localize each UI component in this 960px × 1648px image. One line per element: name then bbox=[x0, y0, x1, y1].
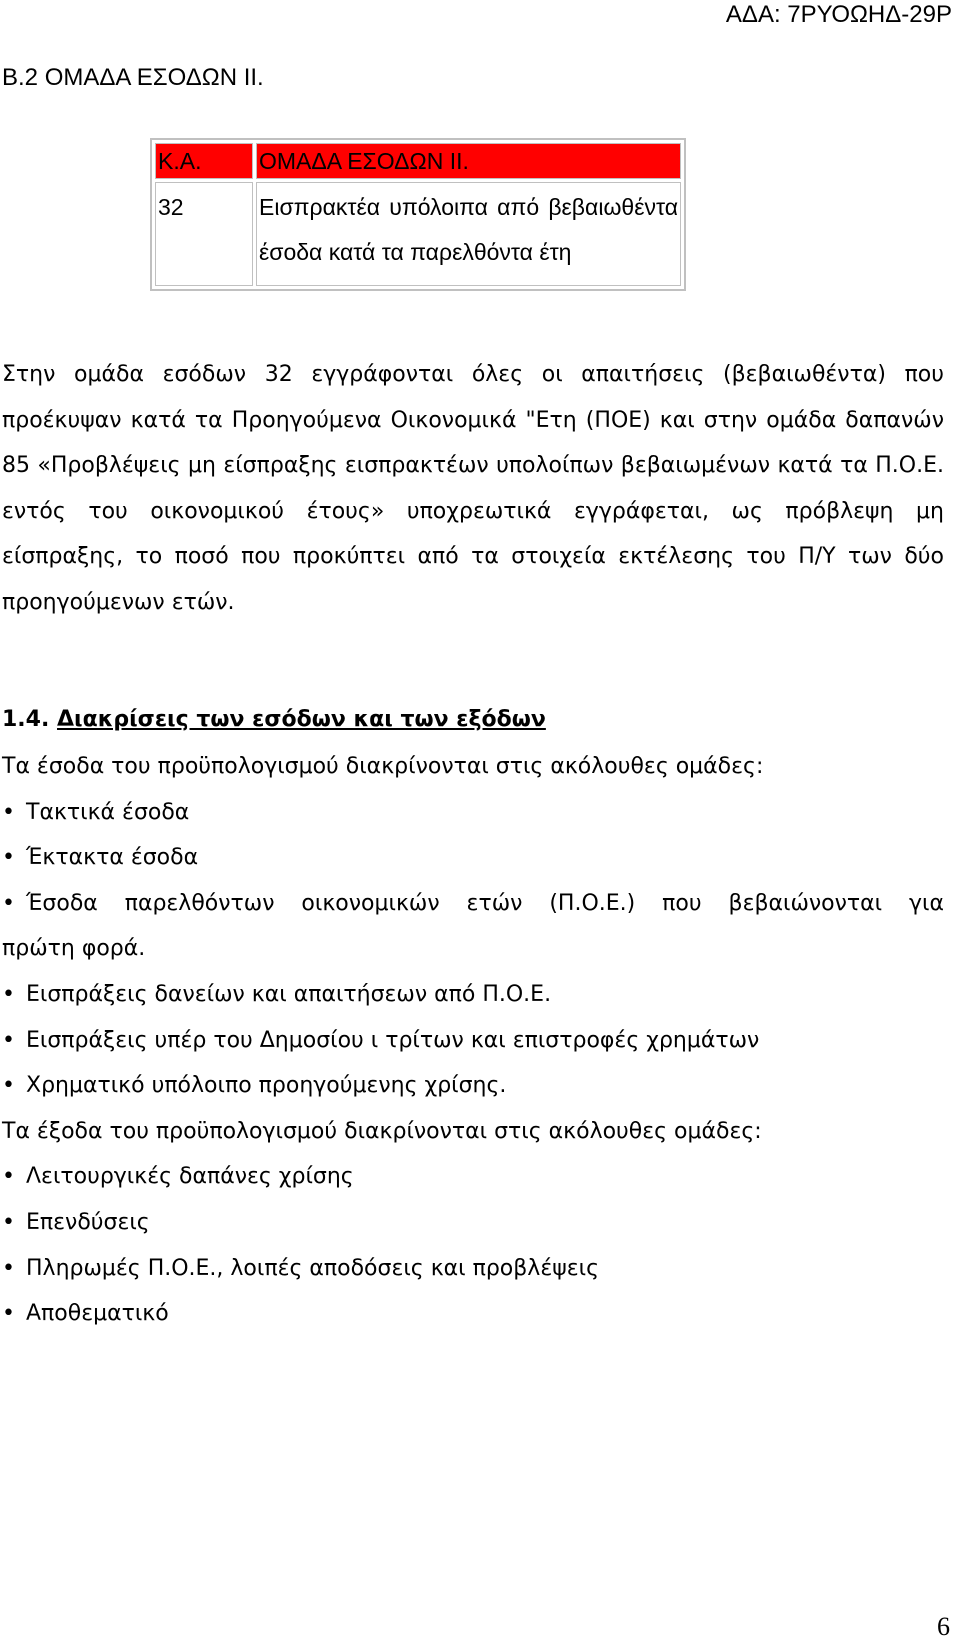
bullet-icon: • bbox=[2, 1073, 15, 1099]
expense-item: Λειτουργικές δαπάνες χρίσης bbox=[26, 1164, 354, 1190]
bullet-icon: • bbox=[2, 845, 15, 871]
list-item bbox=[2, 790, 944, 836]
bullet-icon: • bbox=[2, 1209, 15, 1235]
bullet-icon: • bbox=[2, 1027, 15, 1053]
bullet-icon: • bbox=[2, 1164, 15, 1190]
income-item: Χρηματικό υπόλοιπο προηγούμενης χρίσης. bbox=[26, 1073, 507, 1099]
income-item: Εισπράξεις δανείων και απαιτήσεων από Π.Ο.Ε. bbox=[26, 981, 552, 1007]
expense-item: Επενδύσεις bbox=[26, 1209, 150, 1235]
list-item bbox=[2, 1018, 944, 1064]
bullet-icon: • bbox=[2, 981, 15, 1007]
header-title: ΟΜΑΔΑ ΕΣΟΔΩΝ ΙΙ. bbox=[256, 143, 681, 179]
list-item bbox=[2, 1246, 944, 1292]
paragraph-group-32: Στην ομάδα εσόδων 32 εγγράφονται όλες οι απαιτήσεις (βεβαιωθέντα) που προέκυψαν κατά τα Προηγούμενα Οικονομικά "Ετη (ΠΟΕ) και στην ομάδα δαπανών 85 «Προβλέψεις μη είσπραξης εισπρακτέων υπολοίπων βεβαιωμένων κατά τα Π.Ο.Ε. εντός του οικονομικού έτους» υποχρεωτικά εγγράφεται, ως πρόβλεψη μη είσπραξης, το ποσό που προκύπτει από τα στοιχεία εκτέλεσης του Π/Υ των δύο προηγούμενων ετών. bbox=[2, 362, 944, 615]
section-heading bbox=[2, 700, 546, 740]
list-item bbox=[2, 1063, 944, 1109]
section-title: Β.2 ΟΜΑΔΑ ΕΣΟΔΩΝ ΙΙ. bbox=[2, 64, 264, 91]
income-item: Τακτικά έσοδα bbox=[26, 799, 190, 825]
bullet-icon: • bbox=[2, 799, 15, 825]
bullet-icon: • bbox=[2, 1255, 15, 1281]
list-item bbox=[2, 1154, 944, 1200]
list-item bbox=[2, 835, 944, 881]
list-item bbox=[2, 881, 944, 927]
income-intro: Τα έσοδα του προϋπολογισμού διακρίνονται στις ακόλουθες ομάδες: bbox=[2, 754, 764, 779]
row-code: 32 bbox=[155, 182, 253, 286]
income-item: Έκτακτα έσοδα bbox=[26, 845, 199, 871]
list-item bbox=[2, 972, 944, 1018]
ada-code: ΑΔΑ: 7ΡΥΟΩΗΔ-29Ρ bbox=[725, 1, 952, 28]
page-number: 6 bbox=[937, 1612, 950, 1641]
row-description: Εισπρακτέα υπόλοιπα από βεβαιωθέντα έσοδα κατά τα παρελθόντα έτη bbox=[256, 182, 681, 286]
expense-item: Αποθεματικό bbox=[26, 1301, 169, 1327]
table-row bbox=[155, 182, 681, 286]
income-item: Έσοδα παρελθόντων οικονομικών ετών (Π.Ο.Ε.) που βεβαιώνονται για bbox=[26, 890, 944, 916]
expense-intro: Τα έξοδα του προϋπολογισμού διακρίνονται στις ακόλουθες ομάδες: bbox=[2, 1118, 762, 1144]
list-item bbox=[2, 1200, 944, 1246]
table-header-row bbox=[155, 143, 681, 179]
heading-number: 1.4. bbox=[2, 707, 50, 732]
header-code: Κ.Α. bbox=[155, 143, 253, 179]
distinctions-list bbox=[2, 744, 944, 1337]
expense-item: Πληρωμές Π.Ο.Ε., λοιπές αποδόσεις και προβλέψεις bbox=[26, 1255, 599, 1281]
revenue-group-table bbox=[150, 138, 686, 291]
income-item: Εισπράξεις υπέρ του Δημοσίου ι τρίτων και επιστροφές χρημάτων bbox=[26, 1027, 760, 1053]
bullet-icon: • bbox=[2, 890, 15, 916]
heading-title: Διακρίσεις των εσόδων και των εξόδων bbox=[57, 707, 546, 732]
income-item-continuation: πρώτη φορά. bbox=[2, 936, 146, 962]
bullet-icon: • bbox=[2, 1301, 15, 1327]
list-item bbox=[2, 1291, 944, 1337]
